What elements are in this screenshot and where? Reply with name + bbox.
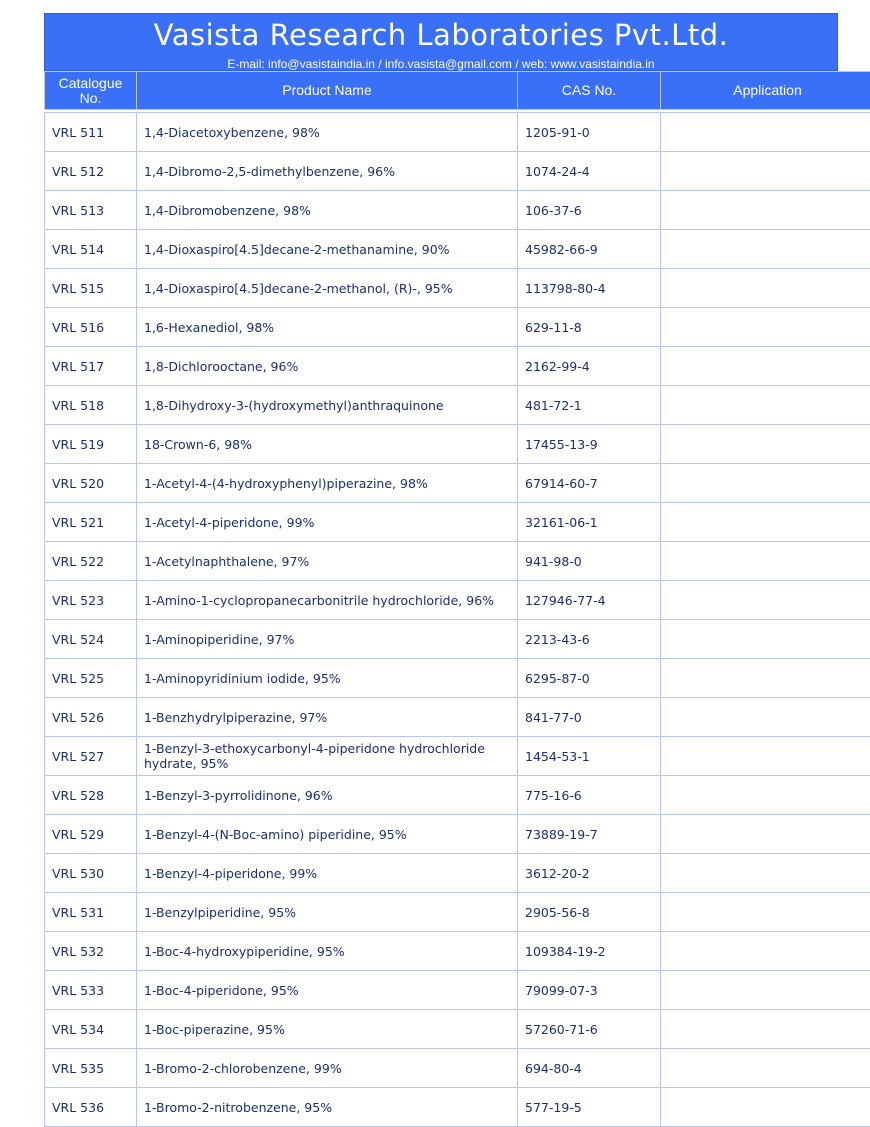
product-name-cell: 1,4-Dioxaspiro[4.5]decane-2-methanamine, 90% xyxy=(137,230,518,269)
cas-no-cell: 2905-56-8 xyxy=(518,893,661,932)
application-cell xyxy=(661,464,870,503)
catalogue-no-cell: VRL 533 xyxy=(45,971,137,1010)
product-name-cell: 1-Boc-piperazine, 95% xyxy=(137,1010,518,1049)
application-cell xyxy=(661,1010,870,1049)
product-name-cell: 1-Bromo-2-chlorobenzene, 99% xyxy=(137,1049,518,1088)
product-name-cell: 1-Benzyl-3-ethoxycarbonyl-4-piperidone hydrochloride hydrate, 95% xyxy=(137,737,518,776)
table-row xyxy=(45,1088,870,1127)
product-name-cell: 1-Acetyl-4-(4-hydroxyphenyl)piperazine, 98% xyxy=(137,464,518,503)
product-name-cell: 1-Aminopyridinium iodide, 95% xyxy=(137,659,518,698)
table-row xyxy=(45,230,870,269)
application-cell xyxy=(661,347,870,386)
product-name-cell: 1,4-Dioxaspiro[4.5]decane-2-methanol, (R)-, 95% xyxy=(137,269,518,308)
table-row xyxy=(45,542,870,581)
application-cell xyxy=(661,581,870,620)
catalogue-no-cell: VRL 514 xyxy=(45,230,137,269)
product-name-cell: 1,8-Dichlorooctane, 96% xyxy=(137,347,518,386)
application-cell xyxy=(661,932,870,971)
catalogue-no-cell: VRL 518 xyxy=(45,386,137,425)
product-name-cell: 1-Benzhydrylpiperazine, 97% xyxy=(137,698,518,737)
catalogue-no-cell: VRL 529 xyxy=(45,815,137,854)
table-header-row xyxy=(45,72,870,110)
application-cell xyxy=(661,1088,870,1127)
application-cell xyxy=(661,191,870,230)
cas-no-cell: 1205-91-0 xyxy=(518,113,661,152)
product-name-cell: 1,4-Diacetoxybenzene, 98% xyxy=(137,113,518,152)
contact-line: E-mail: info@vasistaindia.in / info.vasista@gmail.com / web: www.vasistaindia.in xyxy=(45,57,837,71)
application-cell xyxy=(661,815,870,854)
catalogue-no-cell: VRL 528 xyxy=(45,776,137,815)
cas-no-cell: 775-16-6 xyxy=(518,776,661,815)
product-name-cell: 1-Boc-4-piperidone, 95% xyxy=(137,971,518,1010)
catalogue-no-cell: VRL 527 xyxy=(45,737,137,776)
product-name-cell: 1-Acetyl-4-piperidone, 99% xyxy=(137,503,518,542)
application-cell xyxy=(661,230,870,269)
application-cell xyxy=(661,971,870,1010)
table-row xyxy=(45,737,870,776)
catalogue-no-cell: VRL 534 xyxy=(45,1010,137,1049)
product-name-cell: 1,4-Dibromo-2,5-dimethylbenzene, 96% xyxy=(137,152,518,191)
product-name-cell: 1-Aminopiperidine, 97% xyxy=(137,620,518,659)
cas-no-cell: 577-19-5 xyxy=(518,1088,661,1127)
cas-no-cell: 1074-24-4 xyxy=(518,152,661,191)
table-row xyxy=(45,776,870,815)
table-row xyxy=(45,1010,870,1049)
catalogue-no-cell: VRL 517 xyxy=(45,347,137,386)
product-name-cell: 18-Crown-6, 98% xyxy=(137,425,518,464)
catalogue-no-cell: VRL 513 xyxy=(45,191,137,230)
table-row xyxy=(45,932,870,971)
cas-no-cell: 841-77-0 xyxy=(518,698,661,737)
table-row xyxy=(45,347,870,386)
cas-no-cell: 109384-19-2 xyxy=(518,932,661,971)
cas-no-cell: 6295-87-0 xyxy=(518,659,661,698)
product-name-cell: 1-Benzyl-3-pyrrolidinone, 96% xyxy=(137,776,518,815)
application-cell xyxy=(661,698,870,737)
cas-no-cell: 45982-66-9 xyxy=(518,230,661,269)
cas-no-cell: 73889-19-7 xyxy=(518,815,661,854)
cas-no-cell: 113798-80-4 xyxy=(518,269,661,308)
application-cell xyxy=(661,386,870,425)
product-name-cell: 1-Boc-4-hydroxypiperidine, 95% xyxy=(137,932,518,971)
table-row xyxy=(45,152,870,191)
application-cell xyxy=(661,776,870,815)
table-row xyxy=(45,113,870,152)
catalogue-no-cell: VRL 516 xyxy=(45,308,137,347)
catalogue-no-cell: VRL 519 xyxy=(45,425,137,464)
cas-no-cell: 3612-20-2 xyxy=(518,854,661,893)
table-row xyxy=(45,581,870,620)
catalogue-no-cell: VRL 511 xyxy=(45,113,137,152)
cas-no-cell: 941-98-0 xyxy=(518,542,661,581)
catalogue-no-cell: VRL 531 xyxy=(45,893,137,932)
column-header-product: Product Name xyxy=(137,72,518,110)
table-row xyxy=(45,854,870,893)
application-cell xyxy=(661,152,870,191)
table-row xyxy=(45,269,870,308)
product-name-cell: 1-Amino-1-cyclopropanecarbonitrile hydrochloride, 96% xyxy=(137,581,518,620)
table-row xyxy=(45,971,870,1010)
table-row xyxy=(45,425,870,464)
cas-no-cell: 2162-99-4 xyxy=(518,347,661,386)
column-header-catalogue: Catalogue No. xyxy=(45,72,137,110)
application-cell xyxy=(661,503,870,542)
catalogue-no-cell: VRL 520 xyxy=(45,464,137,503)
product-name-cell: 1-Acetylnaphthalene, 97% xyxy=(137,542,518,581)
table-body xyxy=(45,110,870,1127)
application-cell xyxy=(661,113,870,152)
application-cell xyxy=(661,1049,870,1088)
catalogue-no-cell: VRL 532 xyxy=(45,932,137,971)
application-cell xyxy=(661,854,870,893)
company-name: Vasista Research Laboratories Pvt.Ltd. xyxy=(45,18,837,52)
product-name-cell: 1-Benzyl-4-(N-Boc-amino) piperidine, 95% xyxy=(137,815,518,854)
catalogue-no-cell: VRL 523 xyxy=(45,581,137,620)
application-cell xyxy=(661,425,870,464)
application-cell xyxy=(661,308,870,347)
company-banner xyxy=(44,13,838,71)
product-name-cell: 1-Bromo-2-nitrobenzene, 95% xyxy=(137,1088,518,1127)
table-row xyxy=(45,620,870,659)
cas-no-cell: 32161-06-1 xyxy=(518,503,661,542)
application-cell xyxy=(661,659,870,698)
cas-no-cell: 629-11-8 xyxy=(518,308,661,347)
application-cell xyxy=(661,620,870,659)
cas-no-cell: 694-80-4 xyxy=(518,1049,661,1088)
catalogue-no-cell: VRL 522 xyxy=(45,542,137,581)
catalogue-no-cell: VRL 521 xyxy=(45,503,137,542)
catalogue-no-cell: VRL 530 xyxy=(45,854,137,893)
cas-no-cell: 57260-71-6 xyxy=(518,1010,661,1049)
catalogue-no-cell: VRL 526 xyxy=(45,698,137,737)
product-name-cell: 1,4-Dibromobenzene, 98% xyxy=(137,191,518,230)
table-row xyxy=(45,698,870,737)
catalogue-no-cell: VRL 512 xyxy=(45,152,137,191)
cas-no-cell: 67914-60-7 xyxy=(518,464,661,503)
table-row xyxy=(45,308,870,347)
table-row xyxy=(45,386,870,425)
product-name-cell: 1-Benzyl-4-piperidone, 99% xyxy=(137,854,518,893)
table-row xyxy=(45,659,870,698)
catalogue-no-cell: VRL 536 xyxy=(45,1088,137,1127)
product-table xyxy=(44,71,870,1127)
catalogue-sheet xyxy=(44,13,838,1127)
table-row xyxy=(45,893,870,932)
table-row xyxy=(45,815,870,854)
table-row xyxy=(45,1049,870,1088)
catalogue-no-cell: VRL 524 xyxy=(45,620,137,659)
cas-no-cell: 2213-43-6 xyxy=(518,620,661,659)
product-name-cell: 1-Benzylpiperidine, 95% xyxy=(137,893,518,932)
cas-no-cell: 1454-53-1 xyxy=(518,737,661,776)
cas-no-cell: 106-37-6 xyxy=(518,191,661,230)
cas-no-cell: 79099-07-3 xyxy=(518,971,661,1010)
table-row xyxy=(45,503,870,542)
table-row xyxy=(45,464,870,503)
cas-no-cell: 481-72-1 xyxy=(518,386,661,425)
application-cell xyxy=(661,542,870,581)
catalogue-no-cell: VRL 515 xyxy=(45,269,137,308)
column-header-application: Application xyxy=(661,72,870,110)
column-header-cas: CAS No. xyxy=(518,72,661,110)
table-row xyxy=(45,191,870,230)
cas-no-cell: 127946-77-4 xyxy=(518,581,661,620)
catalogue-no-cell: VRL 525 xyxy=(45,659,137,698)
cas-no-cell: 17455-13-9 xyxy=(518,425,661,464)
catalogue-no-cell: VRL 535 xyxy=(45,1049,137,1088)
product-name-cell: 1,6-Hexanediol, 98% xyxy=(137,308,518,347)
application-cell xyxy=(661,893,870,932)
application-cell xyxy=(661,269,870,308)
application-cell xyxy=(661,737,870,776)
product-name-cell: 1,8-Dihydroxy-3-(hydroxymethyl)anthraquinone xyxy=(137,386,518,425)
